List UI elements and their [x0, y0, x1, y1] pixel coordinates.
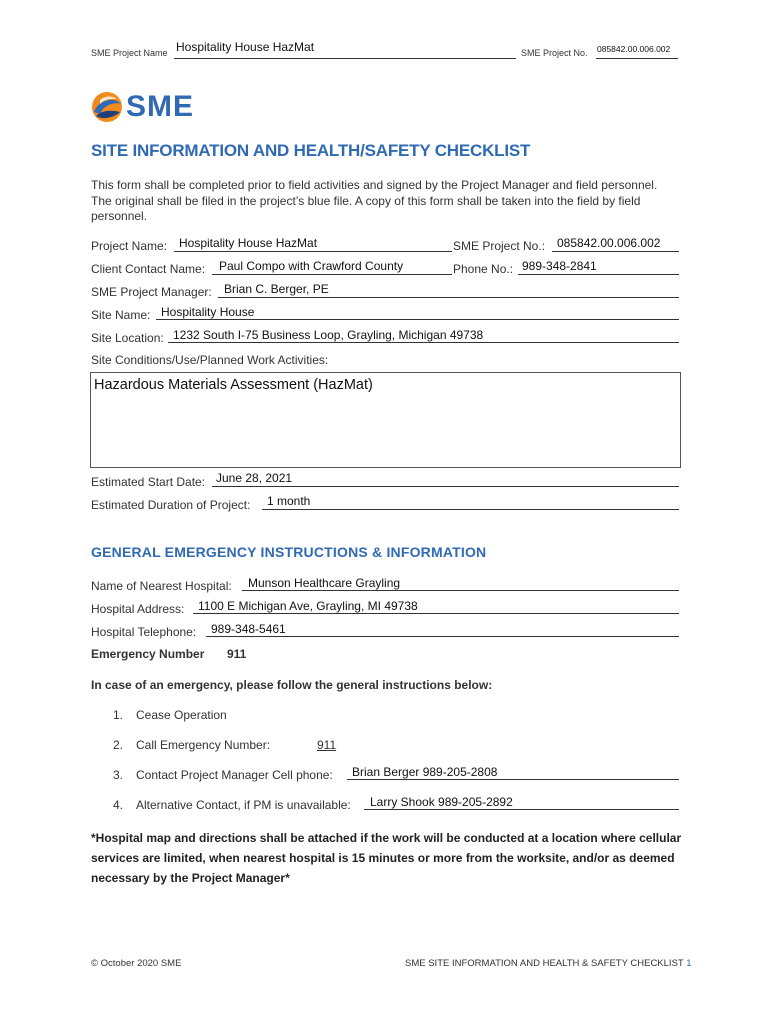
site-name-field[interactable]: Hospitality House [161, 305, 255, 319]
site-name-label: Site Name: [91, 308, 151, 322]
hospital-telephone-label: Hospital Telephone: [91, 625, 197, 639]
step-3-text: Contact Project Manager Cell phone: [136, 768, 333, 782]
site-conditions-text: Hazardous Materials Assessment (HazMat) [94, 377, 373, 393]
footer-title [405, 958, 691, 969]
header-project-name-line [174, 58, 516, 59]
step-1-number: 1. [113, 708, 124, 722]
footer-copyright: © October 2020 SME [91, 958, 182, 969]
emergency-number-value: 911 [227, 647, 247, 661]
project-no-label: SME Project No.: [453, 239, 546, 253]
project-no-line [552, 251, 679, 252]
step-4-number: 4. [113, 798, 124, 812]
site-conditions-box[interactable] [90, 372, 681, 468]
intro-paragraph: This form shall be completed prior to field activities and signed by the Project Manager and field personnel. The original shall be filed in the project’s blue file. A copy of this form shall be taken into the field by field personnel. [91, 178, 658, 223]
hospital-address-field[interactable]: 1100 E Michigan Ave, Grayling, MI 49738 [198, 599, 418, 613]
hospital-name-label: Name of Nearest Hospital: [91, 579, 232, 593]
start-date-field[interactable]: June 28, 2021 [216, 471, 293, 485]
step-4-text: Alternative Contact, if PM is unavailable: [136, 798, 351, 812]
step-4-field[interactable]: Larry Shook 989-205-2892 [370, 795, 513, 809]
page-title: SITE INFORMATION AND HEALTH/SAFETY CHECKLIST [91, 141, 531, 160]
step-3-line [347, 779, 679, 780]
start-date-line [212, 486, 679, 487]
project-manager-field[interactable]: Brian C. Berger, PE [224, 282, 329, 296]
header-project-no-line [596, 58, 678, 59]
step-2-text: Call Emergency Number: [136, 738, 271, 752]
project-manager-label: SME Project Manager: [91, 285, 212, 299]
emergency-number-label: Emergency Number [91, 647, 205, 661]
phone-label: Phone No.: [453, 262, 514, 276]
instructions-heading: In case of an emergency, please follow the general instructions below: [91, 678, 493, 692]
step-4-line [364, 809, 679, 810]
project-name-label: Project Name: [91, 239, 168, 253]
project-name-field[interactable]: Hospitality House HazMat [179, 236, 318, 250]
hospital-telephone-field[interactable]: 989-348-5461 [211, 622, 286, 636]
duration-line [262, 509, 679, 510]
step-3-number: 3. [113, 768, 124, 782]
step-1-text: Cease Operation [136, 708, 227, 722]
hospital-telephone-line [206, 636, 679, 637]
duration-field[interactable]: 1 month [267, 494, 311, 508]
sme-logo [90, 90, 210, 126]
hospital-address-line [193, 613, 679, 614]
project-no-field[interactable]: 085842.00.006.002 [557, 236, 661, 250]
step-3-field[interactable]: Brian Berger 989-205-2808 [352, 765, 498, 779]
header-project-no-value[interactable]: 085842.00.006.002 [597, 44, 671, 54]
hospital-name-line [242, 590, 679, 591]
hospital-map-note: *Hospital map and directions shall be attached if the work will be conducted at a location where cellular services are limited, when nearest hospital is 15 minutes or more from the worksite, and/or as deemed necessary by the Project Manager* [91, 831, 682, 885]
step-2-value: 911 [317, 738, 337, 752]
phone-field[interactable]: 989-348-2841 [522, 259, 597, 273]
header-project-name-value[interactable]: Hospitality House HazMat [176, 40, 315, 54]
client-contact-label: Client Contact Name: [91, 262, 206, 276]
step-2-number: 2. [113, 738, 124, 752]
client-contact-field[interactable]: Paul Compo with Crawford County [219, 259, 404, 273]
hospital-name-field[interactable]: Munson Healthcare Grayling [248, 576, 401, 590]
site-location-line [168, 342, 679, 343]
site-name-line [156, 319, 679, 320]
project-name-line [174, 251, 452, 252]
header-project-name-label: SME Project Name [91, 48, 168, 58]
duration-label: Estimated Duration of Project: [91, 498, 251, 512]
project-manager-line [218, 297, 679, 298]
hospital-address-label: Hospital Address: [91, 602, 185, 616]
start-date-label: Estimated Start Date: [91, 475, 206, 489]
footer-title-text: SME SITE INFORMATION AND HEALTH & SAFETY CHECKLIST [405, 958, 684, 969]
site-conditions-label: Site Conditions/Use/Planned Work Activities: [91, 353, 329, 367]
logo-swirl-icon [90, 90, 124, 124]
site-location-label: Site Location: [91, 331, 164, 345]
header-project-no-label: SME Project No. [521, 48, 588, 58]
phone-line [518, 274, 679, 275]
emergency-heading: GENERAL EMERGENCY INSTRUCTIONS & INFORMATION [91, 544, 487, 560]
site-location-field[interactable]: 1232 South I-75 Business Loop, Grayling, Michigan 49738 [173, 328, 484, 342]
logo-text: SME [126, 90, 195, 123]
client-contact-line [212, 274, 452, 275]
footer-page-number: 1 [686, 958, 692, 969]
